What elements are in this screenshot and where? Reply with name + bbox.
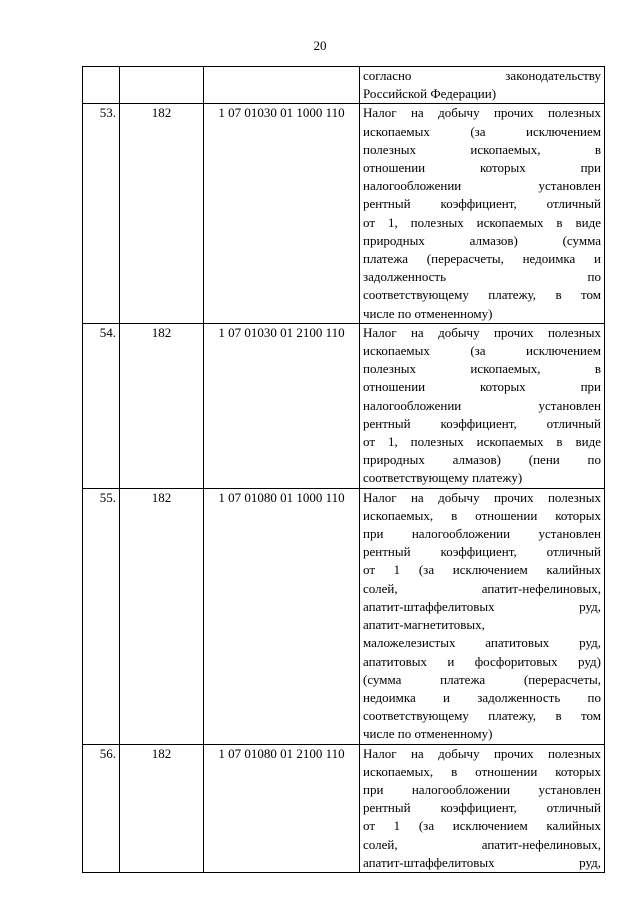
description-line: апатитовых и фосфоритовых руд) — [363, 653, 601, 669]
description-line: отношении которых при — [363, 160, 601, 176]
description-line: Российской Федерации) — [363, 86, 497, 102]
description-line: ископаемых (за исключением — [363, 123, 601, 139]
description-line: от 1, полезных ископаемых в виде — [363, 434, 601, 450]
row-number: 54. — [83, 323, 120, 488]
description-line: апатит-штаффелитовых руд, — [363, 854, 601, 870]
description-line: маложелезистых апатитовых руд, — [363, 635, 601, 651]
description-line: рентный коэффициент, отличный — [363, 544, 601, 560]
cell-description — [360, 67, 605, 104]
description-line: Налог на добычу прочих полезных — [363, 105, 601, 121]
description-line: налогообложении установлен — [363, 178, 601, 194]
budget-classification-code: 1 07 01030 01 2100 110 — [204, 323, 360, 488]
cell-code-empty — [204, 67, 360, 104]
description-line: природных алмазов) (пени по — [363, 452, 601, 468]
description-line: Налог на добычу прочих полезных — [363, 324, 601, 340]
cell-admin-empty — [120, 67, 204, 104]
classification-table — [82, 66, 605, 873]
description-line: числе по отмененному) — [363, 305, 493, 321]
description-line: согласно законодательству — [363, 68, 601, 83]
description-line: солей, апатит-нефелиновых, — [363, 836, 601, 852]
cell-number-empty — [83, 67, 120, 104]
description-line: солей, апатит-нефелиновых, — [363, 580, 601, 596]
row-description — [360, 488, 605, 744]
description-line: Налог на добычу прочих полезных — [363, 745, 601, 761]
row-number: 56. — [83, 744, 120, 872]
description-line: апатит-штаффелитовых руд, — [363, 598, 601, 614]
description-line: (сумма платежа (перерасчеты, — [363, 671, 601, 687]
budget-classification-code: 1 07 01080 01 1000 110 — [204, 488, 360, 744]
description-line: рентный коэффициент, отличный — [363, 196, 601, 212]
table-row — [83, 104, 605, 323]
table-row-continuation — [83, 67, 605, 104]
row-description — [360, 104, 605, 323]
description-line: ископаемых (за исключением — [363, 343, 601, 359]
description-line: полезных ископаемых, в — [363, 361, 601, 377]
description-line: платежа (перерасчеты, недоимка и — [363, 251, 601, 267]
budget-classification-code: 1 07 01030 01 1000 110 — [204, 104, 360, 323]
row-number: 53. — [83, 104, 120, 323]
table-row — [83, 744, 605, 872]
description-line: от 1 (за исключением калийных — [363, 562, 601, 578]
description-line: при налогообложении установлен — [363, 781, 601, 797]
description-line: рентный коэффициент, отличный — [363, 800, 601, 816]
description-line: задолженность по — [363, 269, 601, 285]
description-line: ископаемых, в отношении которых — [363, 507, 601, 523]
description-line: апатит-магнетитовых, — [363, 617, 485, 633]
description-line: налогообложении установлен — [363, 397, 601, 413]
page-number: 20 — [313, 38, 327, 53]
description-line: числе по отмененному) — [363, 726, 493, 742]
description-line: соответствующему платежу, в том — [363, 287, 601, 303]
description-line: природных алмазов) (сумма — [363, 232, 601, 248]
admin-code: 182 — [120, 744, 204, 872]
admin-code: 182 — [120, 323, 204, 488]
admin-code: 182 — [120, 104, 204, 323]
budget-classification-code: 1 07 01080 01 2100 110 — [204, 744, 360, 872]
description-line: полезных ископаемых, в — [363, 141, 601, 157]
description-line: Налог на добычу прочих полезных — [363, 489, 601, 505]
description-line: рентный коэффициент, отличный — [363, 415, 601, 431]
row-description — [360, 323, 605, 488]
admin-code: 182 — [120, 488, 204, 744]
description-line: при налогообложении установлен — [363, 526, 601, 542]
table-row — [83, 323, 605, 488]
description-line: отношении которых при — [363, 379, 601, 395]
description-line: от 1, полезных ископаемых в виде — [363, 214, 601, 230]
description-line: недоимка и задолженность по — [363, 689, 601, 705]
table-row — [83, 488, 605, 744]
row-description — [360, 744, 605, 872]
description-line: ископаемых, в отношении которых — [363, 763, 601, 779]
description-line: соответствующему платежу, в том — [363, 708, 601, 724]
description-line: соответствующему платежу) — [363, 470, 523, 486]
description-line: от 1 (за исключением калийных — [363, 818, 601, 834]
row-number: 55. — [83, 488, 120, 744]
